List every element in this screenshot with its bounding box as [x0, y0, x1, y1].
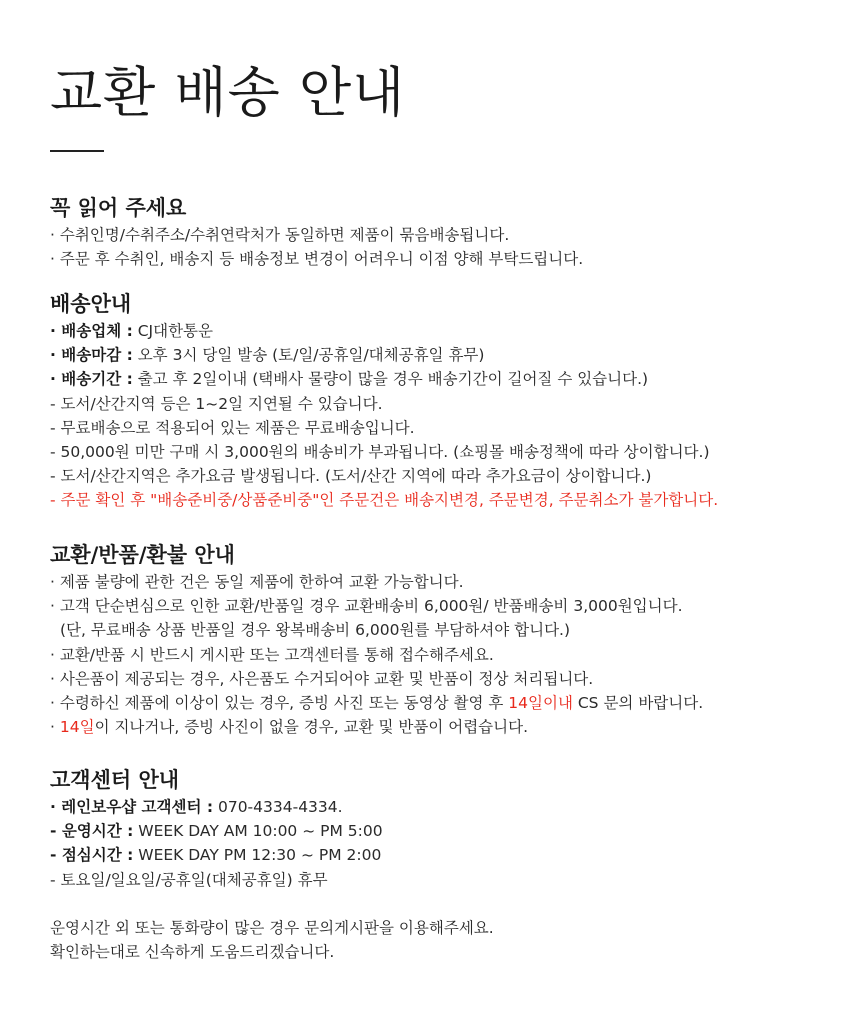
deadline-text: 이 지나거나, 증빙 사진이 없을 경우, 교환 및 반품이 어렵습니다.: [94, 718, 529, 737]
shipping-note: - 무료배송으로 적용되어 있는 제품은 무료배송입니다.: [50, 418, 415, 437]
shipping-note: - 도서/산간지역은 추가요금 발생됩니다. (도서/산간 지역에 따라 추가요금이 상이합니다.): [50, 467, 652, 486]
carrier-value: CJ대한통운: [132, 322, 213, 340]
exchange-heading: 교환/반품/환불 안내: [50, 543, 235, 567]
photo-text-end: CS 문의 바랍니다.: [572, 694, 704, 713]
exchange-section: [50, 540, 840, 739]
cs-lunch-label: - 점심시간 :: [50, 846, 134, 865]
title-divider: [50, 150, 104, 152]
cs-closed: - 토요일/일요일/공휴일(대체공휴일) 휴무: [50, 870, 328, 889]
period-label: · 배송기간 :: [50, 370, 133, 389]
shipping-heading: 배송안내: [50, 292, 132, 316]
cs-section: [50, 765, 840, 964]
exchange-line: · 제품 불량에 관한 건은 동일 제품에 한하여 교환 가능합니다.: [50, 573, 464, 591]
cs-lunch: [50, 843, 840, 867]
cs-center-phone: 070-4334-4334.: [213, 798, 343, 816]
cs-footer-line: 운영시간 외 또는 통화량이 많은 경우 문의게시판을 이용해주세요.: [50, 918, 494, 937]
exchange-line: · 고객 단순변심으로 인한 교환/반품일 경우 교환배송비 6,000원/ 반품배송비 3,000원입니다.: [50, 597, 683, 616]
cs-center-label: · 레인보우샵 고객센터 :: [50, 798, 214, 816]
photo-deadline: 14일이내: [508, 694, 573, 713]
carrier-label: · 배송업체 :: [50, 322, 133, 340]
must-read-line: · 주문 후 수취인, 배송지 등 배송정보 변경이 어려우니 이점 양해 부탁드립니다.: [50, 250, 584, 269]
deadline-dot: ·: [50, 718, 60, 737]
exchange-line: · 사은품이 제공되는 경우, 사은품도 수거되어야 교환 및 반품이 정상 처리됩니다.: [50, 669, 594, 688]
cs-hours: [50, 819, 840, 843]
shipping-warning: - 주문 확인 후 "배송준비중/상품준비중"인 주문건은 배송지변경, 주문변경, 주문취소가 불가합니다.: [50, 491, 719, 510]
must-read-line: · 수취인명/수취주소/수취연락처가 동일하면 제품이 묶음배송됩니다.: [50, 226, 510, 244]
exchange-line: (단, 무료배송 상품 반품일 경우 왕복배송비 6,000원를 부담하셔야 합니다.): [60, 621, 571, 640]
shipping-carrier: [50, 319, 840, 343]
cs-center: [50, 795, 840, 819]
cutoff-label: · 배송마감 :: [50, 346, 133, 365]
exchange-photo-line: [50, 691, 840, 715]
exchange-line: · 교환/반품 시 반드시 게시판 또는 고객센터를 통해 접수해주세요.: [50, 645, 494, 664]
shipping-section: [50, 289, 840, 513]
must-read-heading: 꼭 읽어 주세요: [50, 196, 187, 220]
shipping-cutoff: [50, 343, 840, 367]
page-title: 교환 배송 안내: [50, 61, 406, 124]
exchange-deadline-line: [50, 715, 840, 739]
shipping-period: [50, 367, 840, 391]
deadline-days: 14일: [59, 718, 95, 737]
spacer: [50, 892, 840, 916]
photo-text: · 수령하신 제품에 이상이 있는 경우, 증빙 사진 또는 동영상 촬영 후: [50, 694, 509, 713]
must-read-section: [50, 193, 840, 271]
cutoff-value: 오후 3시 당일 발송 (토/일/공휴일/대체공휴일 휴무): [132, 346, 485, 365]
shipping-note: - 50,000원 미만 구매 시 3,000원의 배송비가 부과됩니다. (쇼핑몰 배송정책에 따라 상이합니다.): [50, 443, 710, 462]
cs-hours-label: - 운영시간 :: [50, 822, 134, 841]
cs-footer-line: 확인하는대로 신속하게 도움드리겠습니다.: [50, 943, 335, 962]
shipping-note: - 도서/산간지역 등은 1~2일 지연될 수 있습니다.: [50, 394, 383, 413]
cs-heading: 고객센터 안내: [50, 768, 180, 792]
cs-hours-value: WEEK DAY AM 10:00 ~ PM 5:00: [133, 822, 383, 841]
period-value: 출고 후 2일이내 (택배사 물량이 많을 경우 배송기간이 길어질 수 있습니다.): [132, 370, 649, 389]
cs-lunch-value: WEEK DAY PM 12:30 ~ PM 2:00: [133, 846, 382, 865]
